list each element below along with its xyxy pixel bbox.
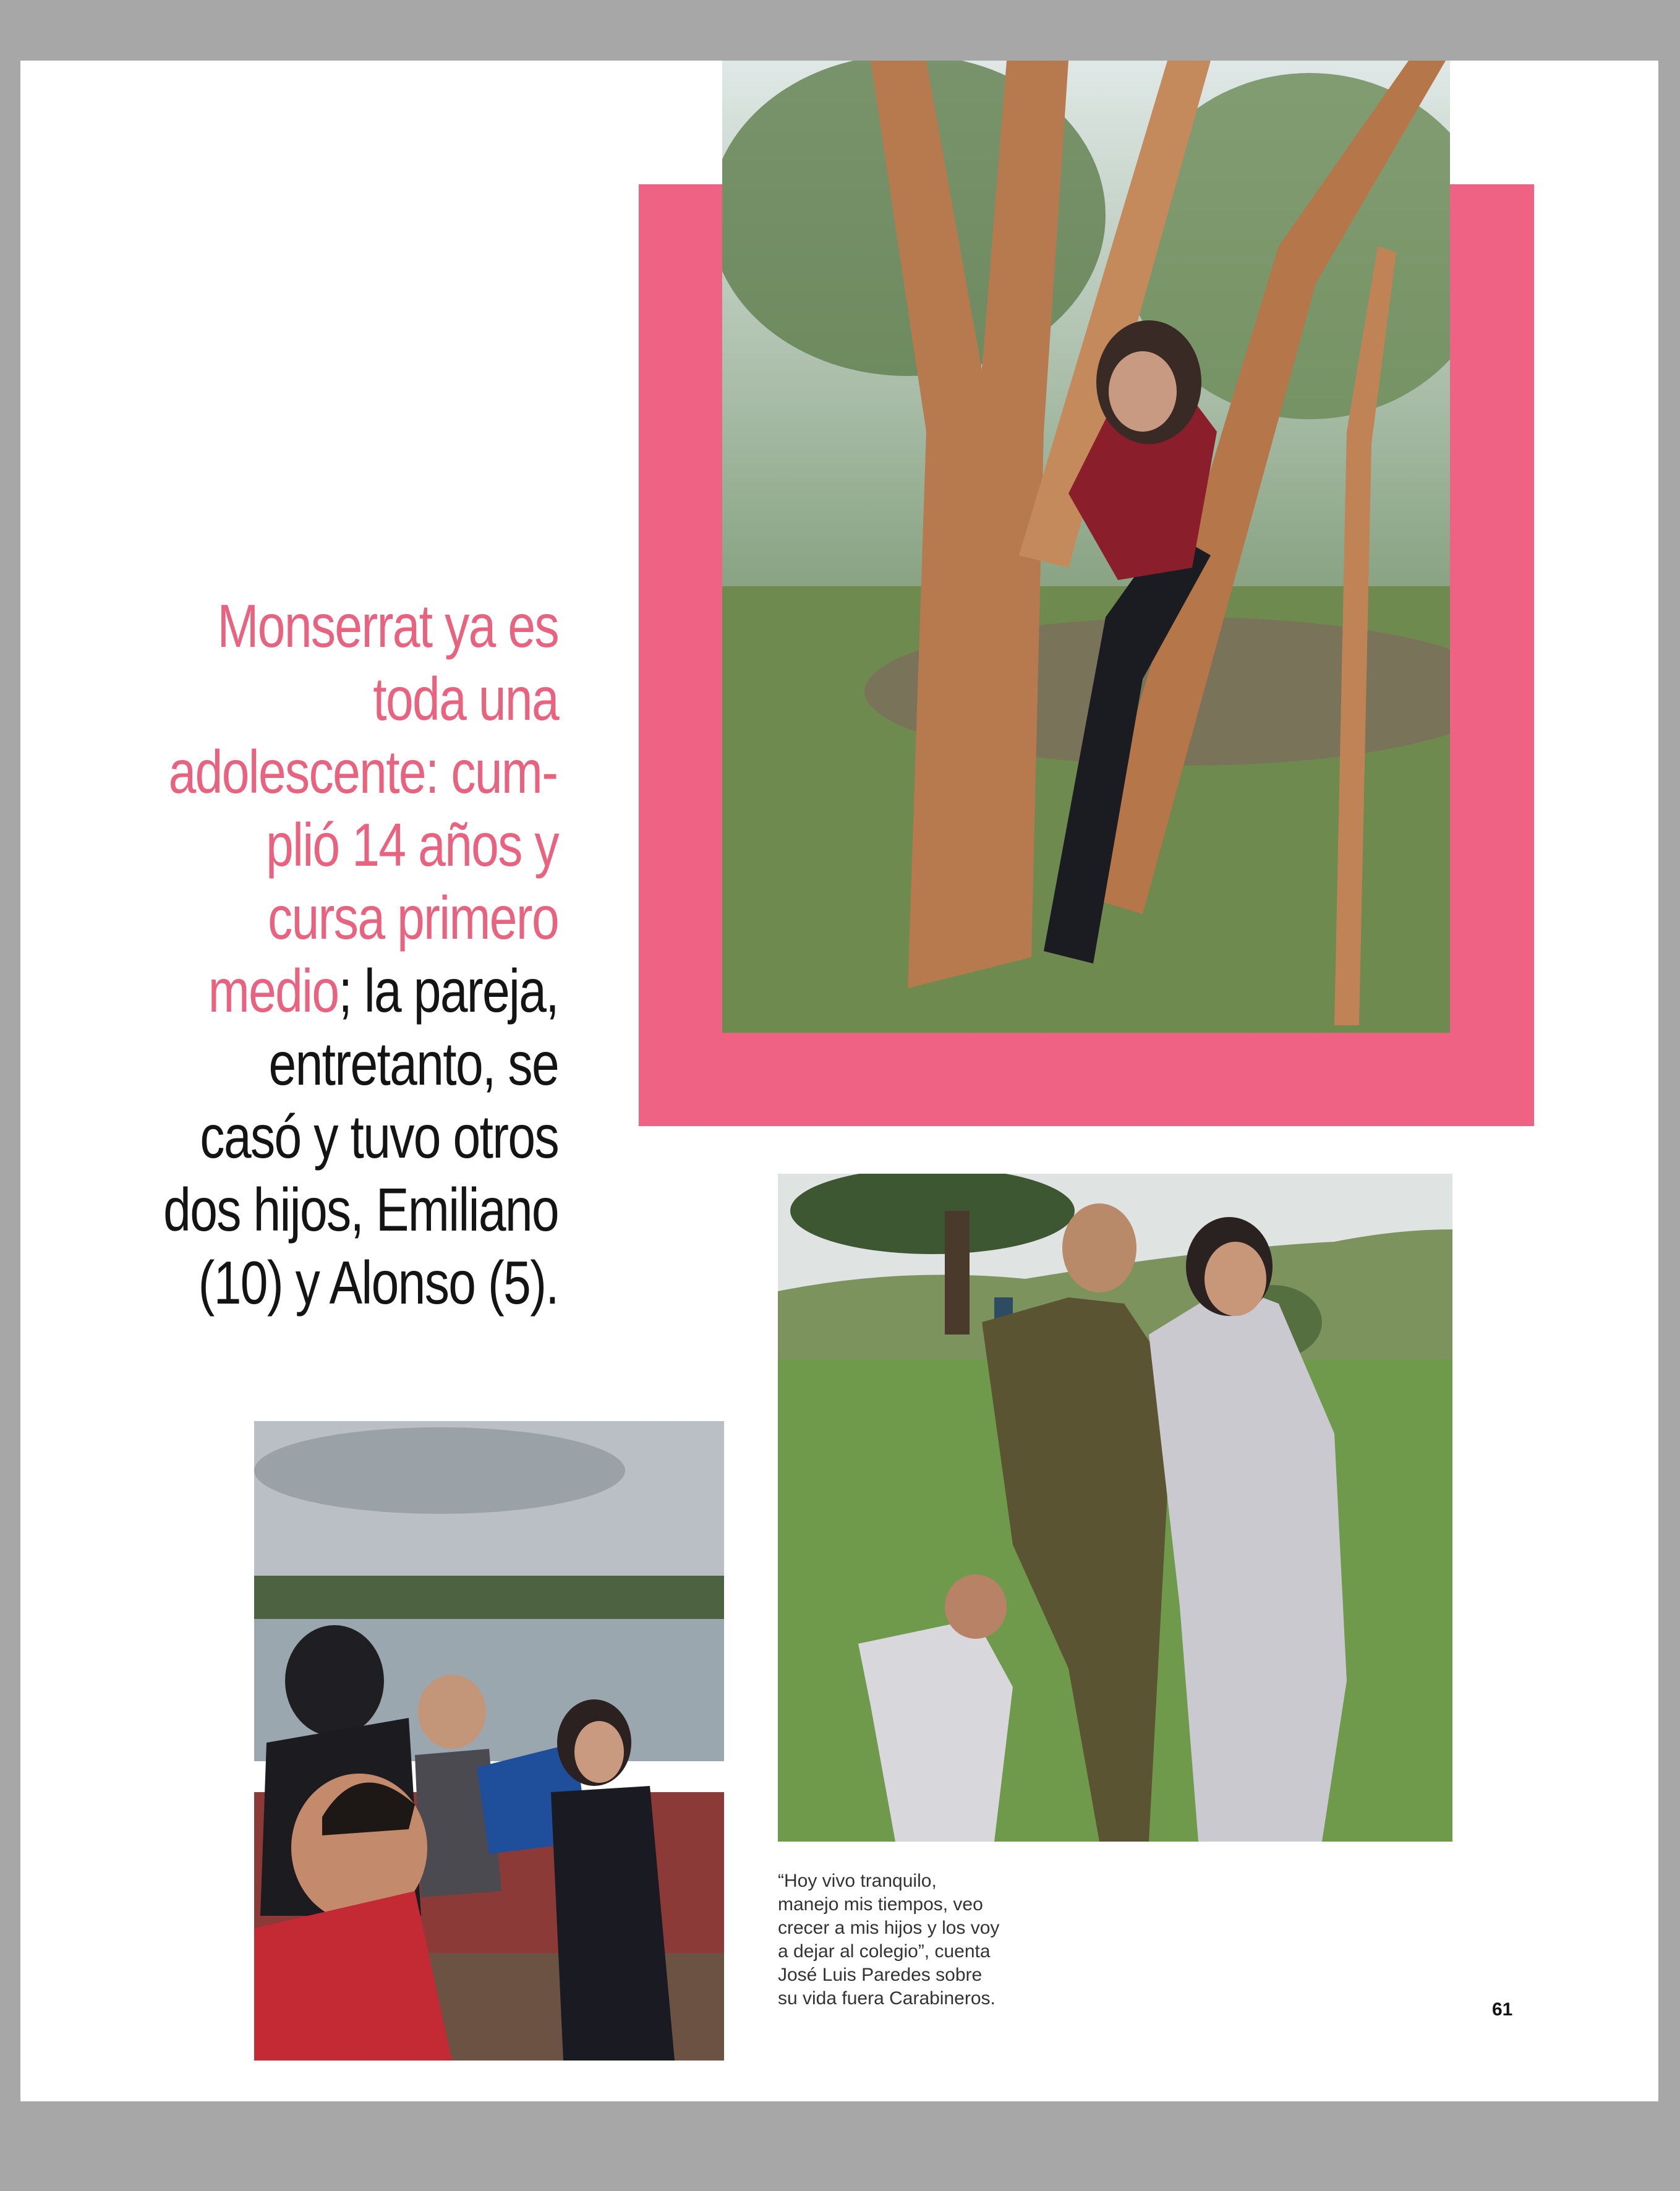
photo-family-uniform <box>778 1174 1452 1842</box>
pull-quote <box>163 589 558 1319</box>
pull-quote-rest: ; la pareja, entretanto, se casó y tuvo otros dos hijos, Emiliano (10) y Alonso (5). <box>163 957 559 1317</box>
page-number: 61 <box>1492 1999 1513 2020</box>
photo-girl-in-tree <box>722 61 1450 1033</box>
photo-caption: “Hoy vivo tranquilo, manejo mis tiempos, veo crecer a mis hijos y los voy a dejar al colegio”, cuenta José Luis Paredes sobre su vida fuera Carabineros. <box>778 1871 1000 2009</box>
magazine-page <box>20 61 1658 2101</box>
pull-quote-highlight: Monserrat ya es toda una adolescente: cumplió 14 años y cursa primero medio <box>168 592 558 1025</box>
photo-family-selfie <box>254 1421 724 2061</box>
